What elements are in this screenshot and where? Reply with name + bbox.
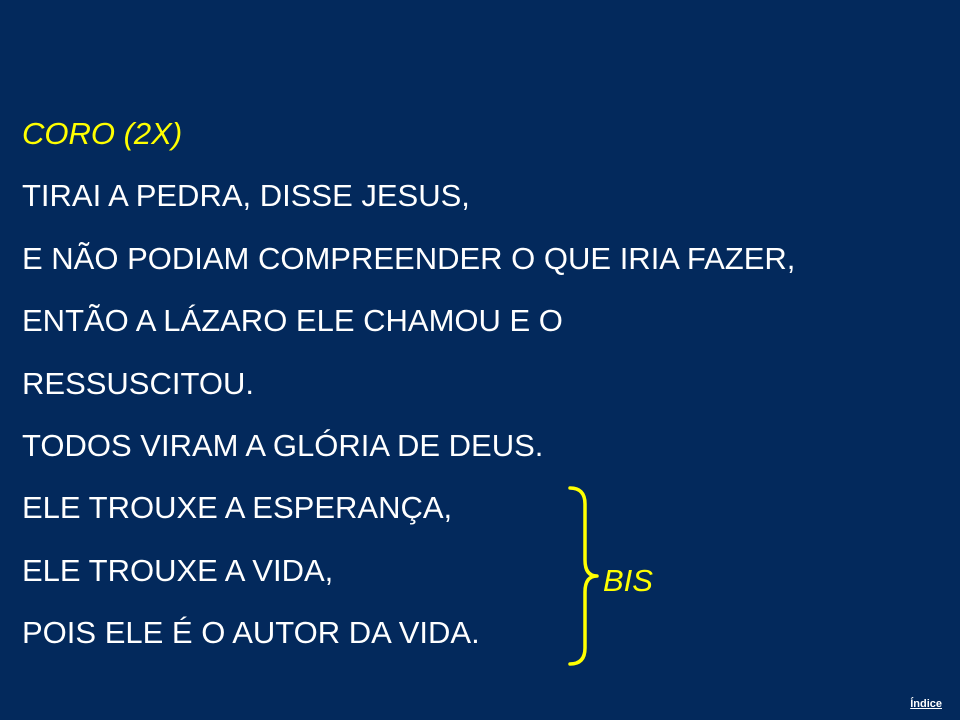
index-link[interactable]: Índice: [910, 698, 942, 710]
repeat-brace-icon: [564, 484, 604, 668]
lyric-line-8: POIS ELE É O AUTOR DA VIDA.: [22, 615, 480, 650]
lyric-line-1: TIRAI A PEDRA, DISSE JESUS,: [22, 178, 470, 213]
lyric-line-7: ELE TROUXE A VIDA,: [22, 553, 334, 588]
lyric-line-4: RESSUSCITOU.: [22, 366, 254, 401]
lyric-line-6: ELE TROUXE A ESPERANÇA,: [22, 490, 453, 525]
repeat-label: BIS: [603, 563, 653, 598]
chorus-label: CORO (2X): [22, 116, 183, 151]
lyric-line-2: E NÃO PODIAM COMPREENDER O QUE IRIA FAZER,: [22, 241, 796, 276]
lyric-line-3: ENTÃO A LÁZARO ELE CHAMOU E O: [22, 303, 563, 338]
lyric-line-5: TODOS VIRAM A GLÓRIA DE DEUS.: [22, 428, 544, 463]
